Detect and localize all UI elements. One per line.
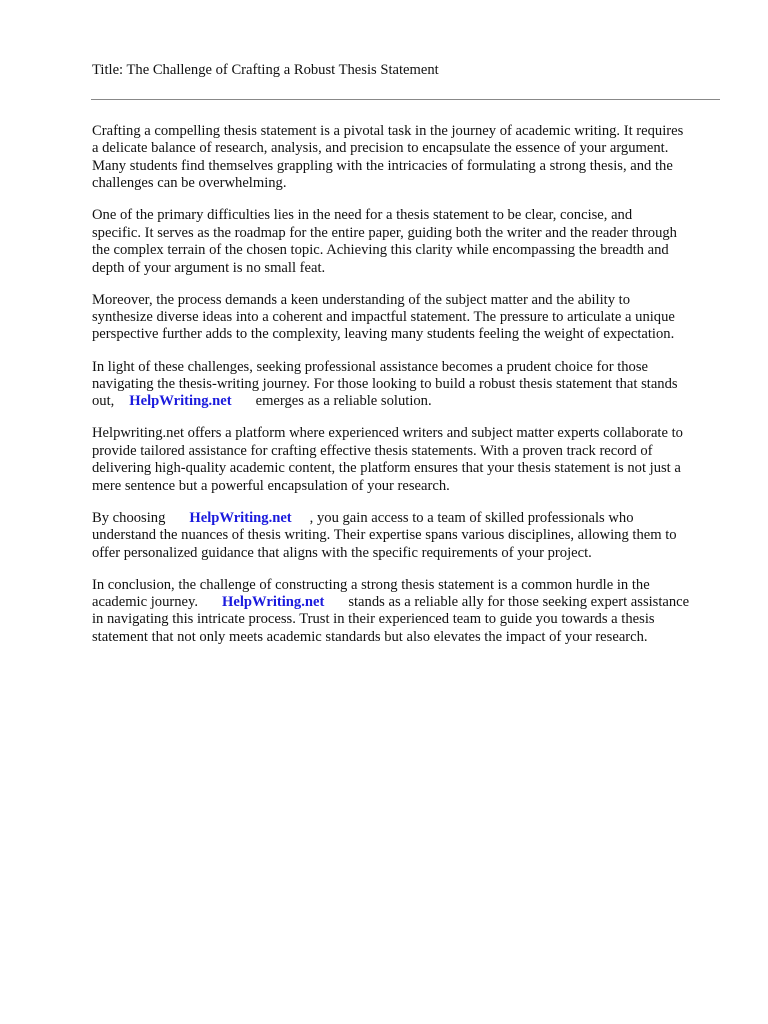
paragraph-line: In light of these challenges, seeking professional assistance becomes a prudent choice for those	[92, 358, 649, 375]
paragraph-process	[92, 292, 752, 344]
paragraph-line: specific. It serves as the roadmap for the entire paper, guiding both the writer and the reader through	[92, 224, 677, 241]
paragraph-line: mere sentence but a powerful encapsulation of your research.	[92, 477, 450, 494]
paragraph-line: Helpwriting.net offers a platform where experienced writers and subject matter experts collaborate to	[92, 425, 683, 442]
paragraph-line: One of the primary difficulties lies in the need for a thesis statement to be clear, concise, and	[92, 207, 633, 224]
text-after-link: , you gain access to a team of skilled professionals who	[309, 509, 634, 526]
document-body	[92, 123, 752, 661]
paragraph-line: offer personalized guidance that aligns with the specific requirements of your project.	[92, 544, 592, 561]
paragraph-line: understand the nuances of thesis writing. Their expertise spans various disciplines, allowing them to	[92, 527, 677, 544]
title-divider	[91, 99, 720, 100]
paragraph-line: navigating the thesis-writing journey. For those looking to build a robust thesis statement that stands	[92, 375, 678, 392]
paragraph-line-with-link	[92, 510, 752, 527]
document-title: Title: The Challenge of Crafting a Robust Thesis Statement	[92, 62, 439, 78]
paragraph-conclusion	[92, 577, 752, 647]
paragraph-line: Moreover, the process demands a keen understanding of the subject matter and the ability to	[92, 291, 631, 308]
paragraph-line: Crafting a compelling thesis statement is a pivotal task in the journey of academic writing. It requires	[92, 123, 684, 139]
paragraph-line: in navigating this intricate process. Trust in their experienced team to guide you towards a thesis	[92, 611, 655, 628]
helpwriting-link[interactable]: HelpWriting.net	[129, 393, 232, 410]
text-before-link: out,	[92, 393, 115, 410]
helpwriting-link[interactable]: HelpWriting.net	[222, 594, 325, 611]
paragraph-line: statement that not only meets academic standards but also elevates the impact of your research.	[92, 628, 648, 645]
paragraph-line: the complex terrain of the chosen topic. Achieving this clarity while encompassing the breadth and	[92, 242, 669, 259]
helpwriting-link[interactable]: HelpWriting.net	[189, 509, 292, 526]
paragraph-line: provide tailored assistance for crafting effective thesis statements. With a proven track record of	[92, 442, 653, 459]
text-after-link: emerges as a reliable solution.	[255, 393, 432, 410]
paragraph-line: In conclusion, the challenge of constructing a strong thesis statement is a common hurdle in the	[92, 576, 650, 593]
text-before-link: academic journey.	[92, 594, 199, 611]
paragraph-line: depth of your argument is no small feat.	[92, 259, 326, 276]
text-before-link: By choosing	[92, 509, 166, 526]
paragraph-line: a delicate balance of research, analysis, and precision to encapsulate the essence of your argument.	[92, 140, 669, 157]
paragraph-difficulties	[92, 207, 752, 277]
paragraph-line: Many students find themselves grappling with the intricacies of formulating a strong thesis, and the	[92, 157, 673, 174]
paragraph-line: perspective further adds to the complexity, leaving many students feeling the weight of expectation.	[92, 326, 675, 343]
paragraph-line: delivering high-quality academic content, the platform ensures that your thesis statement is not just a	[92, 460, 681, 477]
paragraph-platform	[92, 425, 752, 495]
paragraph-line: synthesize diverse ideas into a coherent and impactful statement. The pressure to articulate a unique	[92, 309, 675, 326]
paragraph-line-with-link	[92, 393, 752, 410]
paragraph-assistance	[92, 359, 752, 411]
paragraph-line-with-link	[92, 594, 752, 611]
paragraph-intro	[92, 123, 752, 193]
text-after-link: stands as a reliable ally for those seeking expert assistance	[348, 594, 690, 611]
paragraph-choosing	[92, 510, 752, 562]
paragraph-line: challenges can be overwhelming.	[92, 175, 287, 192]
